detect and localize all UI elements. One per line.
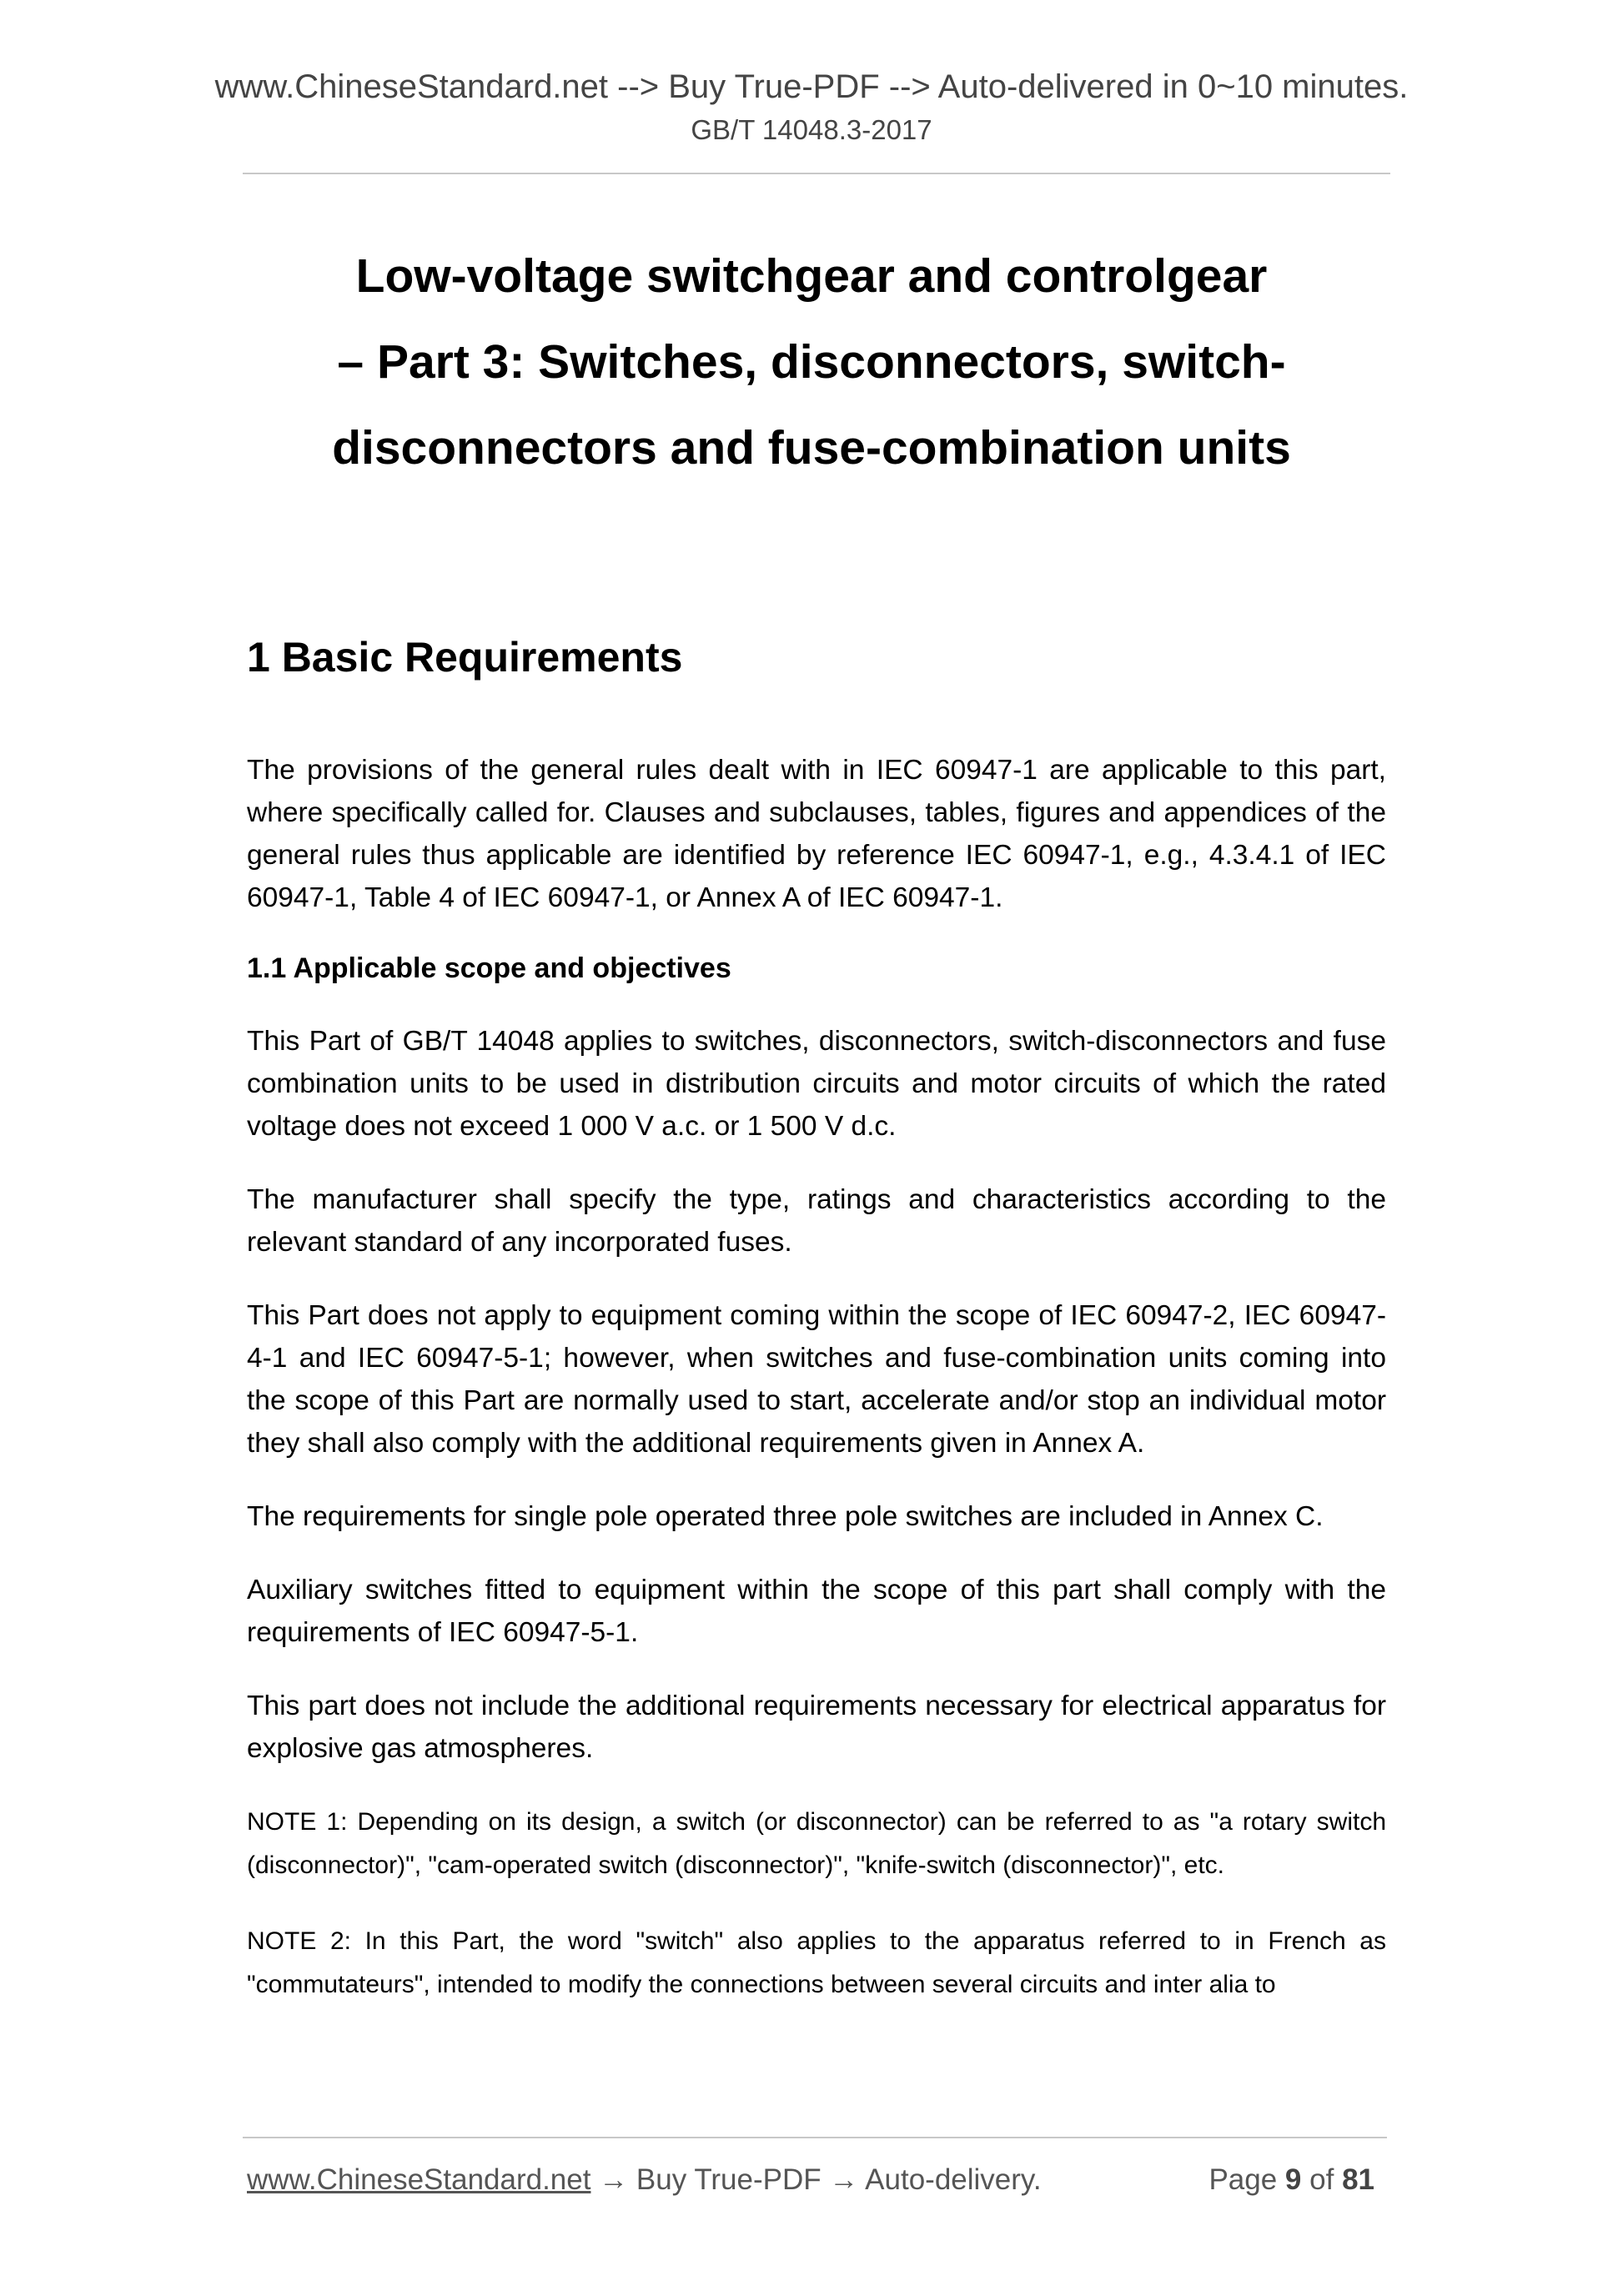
note-1: NOTE 1: Depending on its design, a switch (or disconnector) can be referred to as "a rotary switch (disconnector)", "cam-operated switch (disconnector)", "knife-switch (disconnector)", etc. <box>247 1808 1386 1879</box>
section-1-heading: 1 Basic Requirements <box>247 634 683 681</box>
scope-paragraph: The manufacturer shall specify the type, ratings and characteristics according to the relevant standard of any incorporated fuses. <box>247 1184 1386 1258</box>
page-word: Page <box>1208 2163 1278 2196</box>
title-line-3: disconnectors and fuse-combination units <box>332 421 1291 475</box>
scope-paragraph: Auxiliary switches fitted to equipment within the scope of this part shall comply with the requirements of IEC 60947-5-1. <box>247 1575 1386 1648</box>
note-2: NOTE 2: In this Part, the word "switch" also applies to the apparatus referred to in French as "commutateurs", intended to modify the connections between several circuits and inter alia to <box>247 1927 1386 1998</box>
footer-tagline: → Buy True-PDF → Auto-delivery. <box>590 2163 1042 2196</box>
title-line-2: – Part 3: Switches, disconnectors, switch- <box>337 335 1286 389</box>
scope-paragraph: The requirements for single pole operated three pole switches are included in Annex C. <box>247 1501 1324 1532</box>
document-title <box>0 234 1623 491</box>
title-line-1: Low-voltage switchgear and controlgear <box>355 249 1268 303</box>
page-current: 9 <box>1284 2163 1302 2196</box>
document-body <box>247 617 1386 2039</box>
footer-promo <box>247 2160 1042 2200</box>
page-header <box>0 65 1623 148</box>
footer-divider <box>243 2137 1387 2138</box>
header-divider <box>243 173 1390 174</box>
footer-site-link[interactable]: www.ChineseStandard.net <box>247 2163 591 2196</box>
header-standard-code: GB/T 14048.3-2017 <box>691 114 932 145</box>
of-word: of <box>1309 2163 1334 2196</box>
scope-paragraph: This Part of GB/T 14048 applies to switches, disconnectors, switch-disconnectors and fuse combination units to be used in distribution circuits and motor circuits of which the rated voltage does not exceed 1 000 V a.c. or 1 500 V d.c. <box>247 1026 1386 1142</box>
page-total: 81 <box>1342 2163 1374 2196</box>
scope-paragraph: This Part does not apply to equipment coming within the scope of IEC 60947-2, IEC 60947-4-1 and IEC 60947-5-1; however, when switches and fuse-combination units coming into the scope of this Part are normally used to start, accelerate and/or stop an individual motor they shall also comply with the additional requirements given in Annex A. <box>247 1300 1386 1459</box>
scope-paragraph: This part does not include the additional requirements necessary for electrical apparatus for explosive gas atmospheres. <box>247 1691 1386 1764</box>
header-banner: www.ChineseStandard.net --> Buy True-PDF --> Auto-delivered in 0~10 minutes. <box>214 68 1409 105</box>
section-1-intro: The provisions of the general rules dealt with in IEC 60947-1 are applicable to this part, where specifically called for. Clauses and subclauses, tables, figures and appendices of the general rules thus applicable are identified by reference IEC 60947-1, e.g., 4.3.4.1 of IEC 60947-1, Table 4 of IEC 60947-1, or Annex A of IEC 60947-1. <box>247 755 1386 913</box>
page-number <box>1208 2160 1374 2200</box>
section-1-1-heading: 1.1 Applicable scope and objectives <box>247 952 731 984</box>
